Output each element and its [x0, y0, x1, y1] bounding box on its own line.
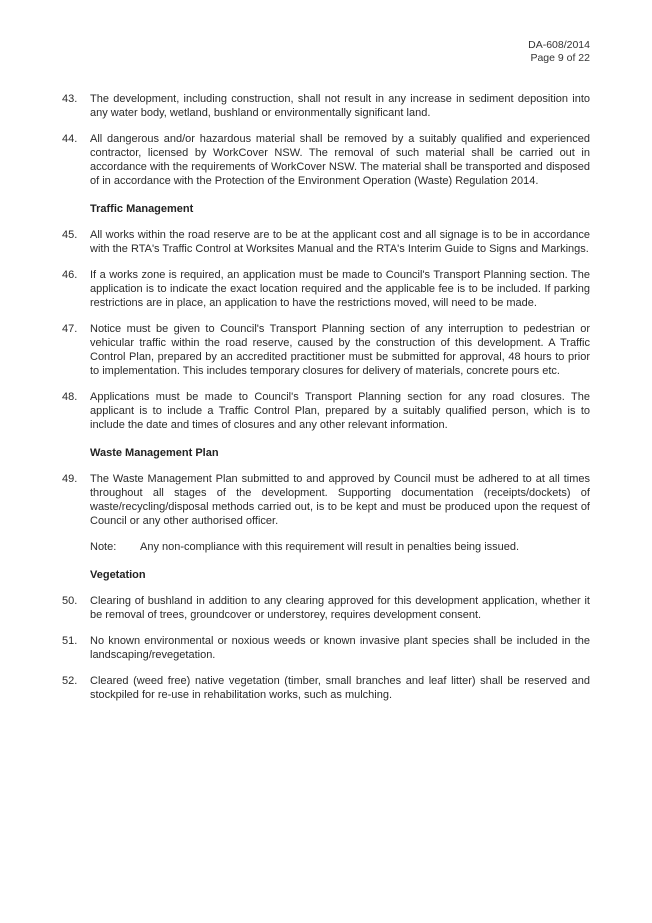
condition-number: 51.: [62, 635, 78, 647]
condition-50: [62, 594, 590, 622]
section-heading-traffic: Traffic Management: [90, 203, 194, 215]
condition-text: All works within the road reserve are to be at the applicant cost and all signage is to be in accordance with the RTA's Traffic Control at Worksites Manual and the RTA's Interim Guide to Signs and Markings.: [90, 229, 590, 255]
note-text: Any non-compliance with this requirement will result in penalties being issued.: [140, 541, 520, 553]
condition-47: [62, 322, 590, 378]
condition-45: [62, 228, 590, 256]
note: [62, 540, 590, 554]
condition-text: Applications must be made to Council's Transport Planning section for any road closures. The applicant is to include a Traffic Control Plan, prepared by a suitably qualified person, which is to include the date and times of closures and any other relevant information.: [90, 391, 590, 431]
condition-46: [62, 268, 590, 310]
condition-number: 46.: [62, 269, 78, 281]
condition-text: No known environmental or noxious weeds or known invasive plant species shall be included in the landscaping/revegetation.: [90, 635, 590, 661]
condition-text: The Waste Management Plan submitted to and approved by Council must be adhered to at all times throughout all stages of the development. Supporting documentation (receipts/dockets) of waste/recycling/disposal methods carried out, is to be kept and must be produced upon the request of Council or any other authorised officer.: [90, 473, 590, 527]
page-header: [528, 39, 590, 65]
condition-43: [62, 92, 590, 120]
condition-text: Clearing of bushland in addition to any clearing approved for this development application, whether it be removal of trees, groundcover or understorey, requires development consent.: [90, 595, 590, 621]
condition-text: The development, including construction, shall not result in any increase in sediment deposition into any water body, wetland, bushland or environmentally significant land.: [90, 93, 590, 119]
condition-number: 52.: [62, 675, 78, 687]
condition-text: If a works zone is required, an application must be made to Council's Transport Planning section. The application is to indicate the exact location required and the applicable fee is to be included. If parking restrictions are in place, an application to have the restrictions moved, will need to be made.: [90, 269, 590, 309]
condition-51: [62, 634, 590, 662]
condition-text: Cleared (weed free) native vegetation (timber, small branches and leaf litter) shall be reserved and stockpiled for re-use in rehabilitation works, such as mulching.: [90, 675, 590, 701]
condition-44: [62, 132, 590, 188]
condition-number: 45.: [62, 229, 78, 241]
note-label: Note:: [90, 541, 117, 553]
section-heading-waste: Waste Management Plan: [90, 447, 219, 459]
condition-number: 49.: [62, 473, 78, 485]
condition-49: [62, 472, 590, 528]
document-reference: DA-608/2014: [528, 39, 590, 51]
section-heading-vegetation: Vegetation: [90, 569, 146, 581]
condition-number: 43.: [62, 93, 78, 105]
condition-text: Notice must be given to Council's Transport Planning section of any interruption to pedestrian or vehicular traffic within the road reserve, caused by the construction of this development. A Traffic Control Plan, prepared by an accredited practitioner must be submitted for approval, 48 hours to prior to implementation. This includes temporary closures for delivery of materials, concrete pours etc.: [90, 323, 590, 377]
condition-number: 48.: [62, 391, 78, 403]
condition-52: [62, 674, 590, 702]
conditions-list: [62, 92, 590, 702]
condition-text: All dangerous and/or hazardous material shall be removed by a suitably qualified and experienced contractor, licensed by WorkCover NSW. The removal of such material shall be carried out in accordance with the requirements of WorkCover NSW. The material shall be transported and disposed of in accordance with the Protection of the Environment Operation (Waste) Regulation 2014.: [90, 133, 590, 187]
condition-number: 47.: [62, 323, 78, 335]
condition-48: [62, 390, 590, 432]
page-number: Page 9 of 22: [530, 52, 590, 64]
condition-number: 44.: [62, 133, 78, 145]
condition-number: 50.: [62, 595, 78, 607]
